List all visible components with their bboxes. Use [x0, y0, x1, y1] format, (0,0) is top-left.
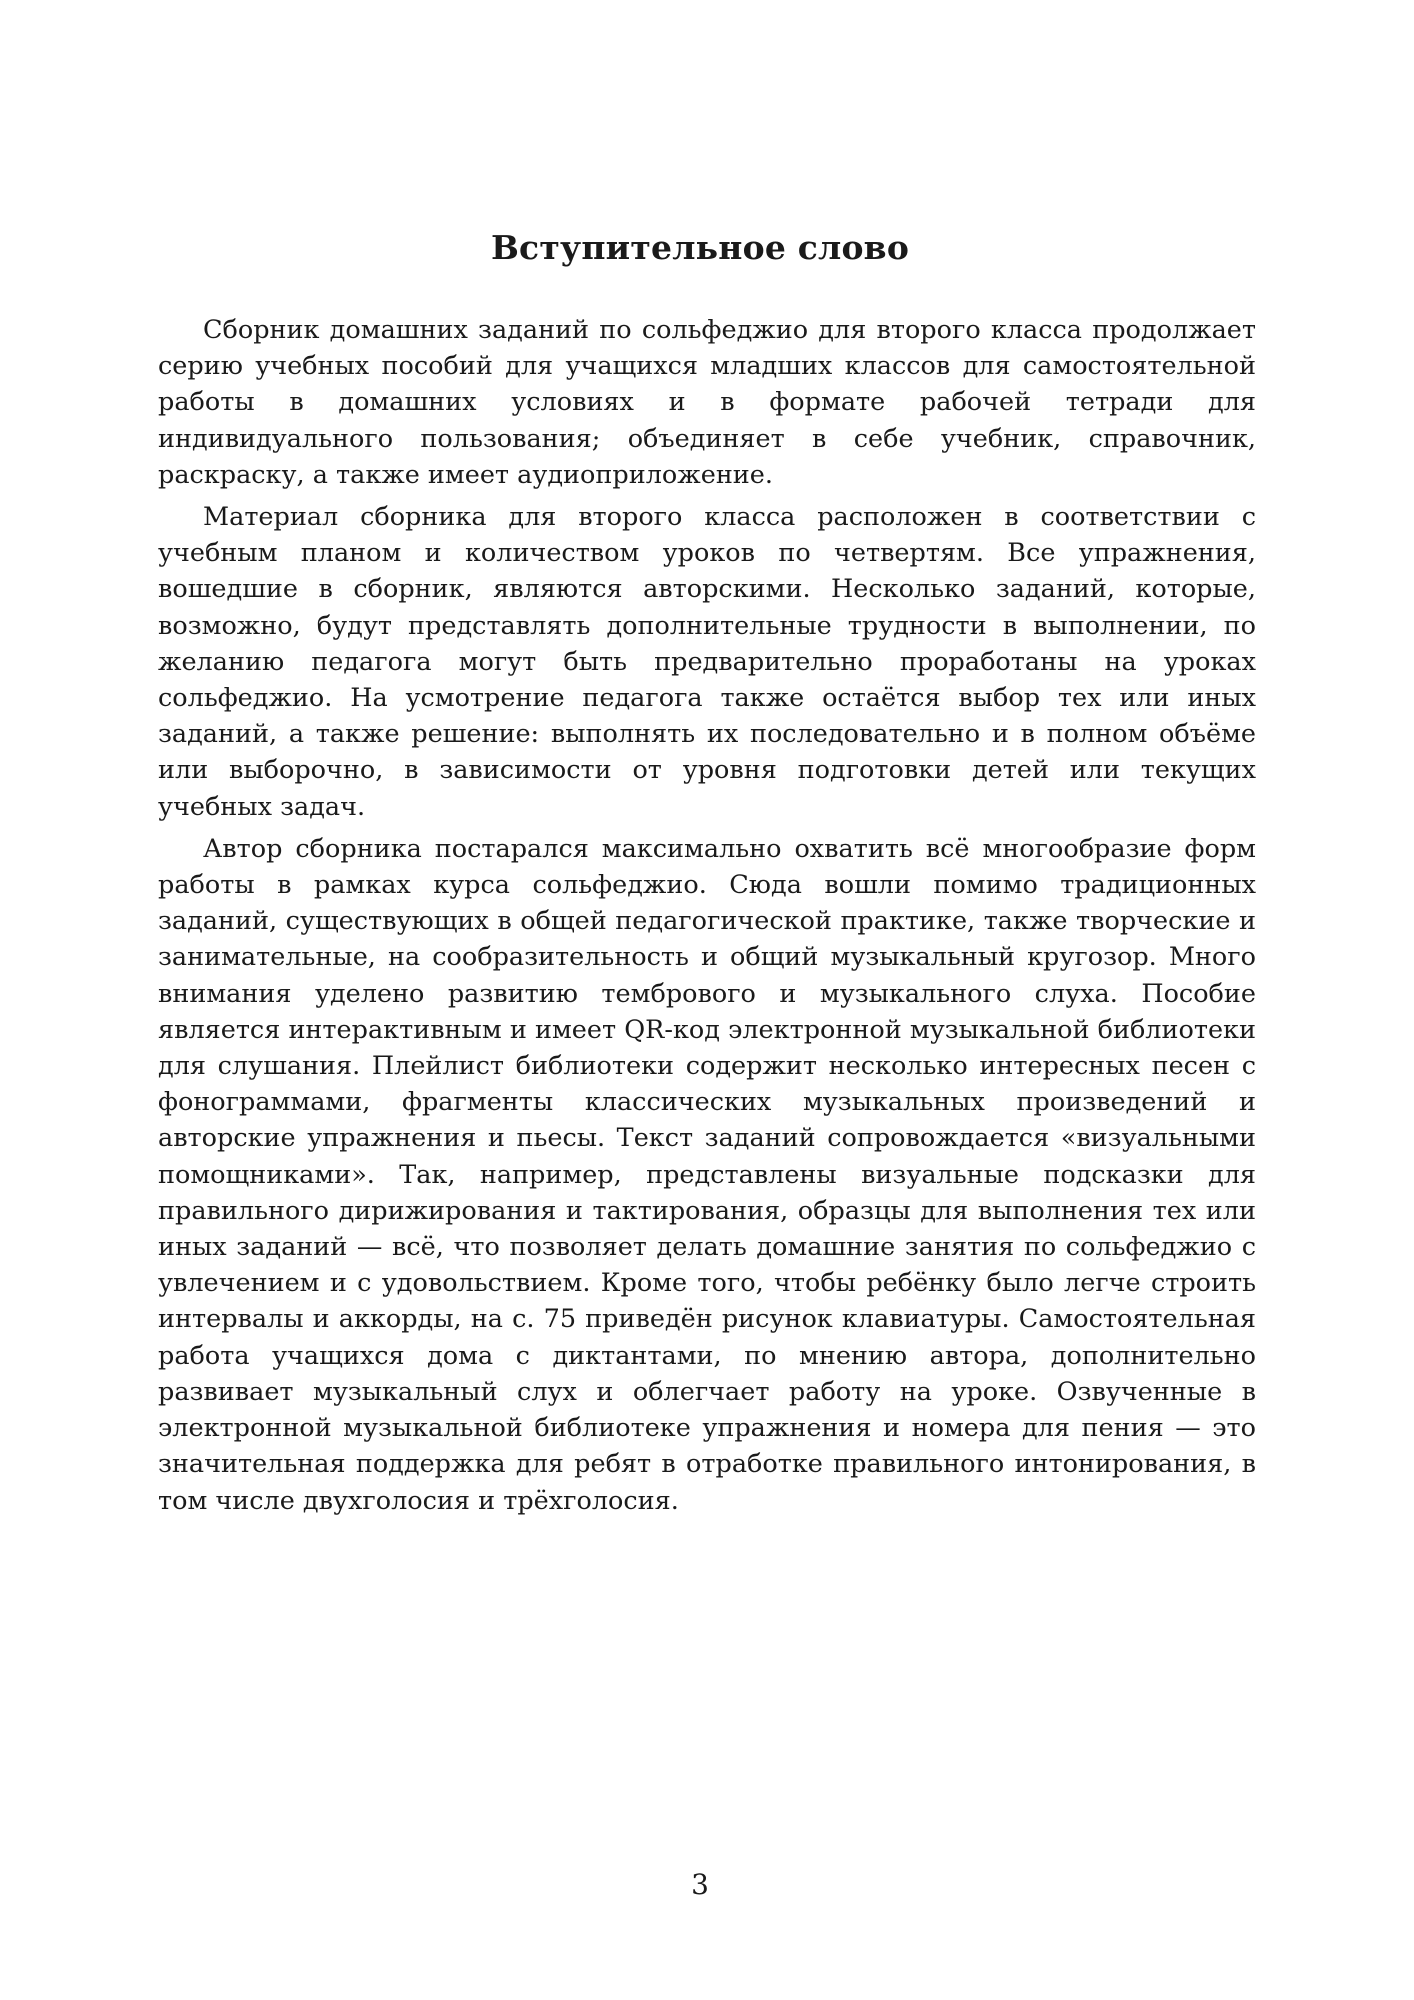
paragraph-1: Сборник домашних заданий по сольфеджио для второго класса продолжает серию учебных пособий для учащихся младших классов для самостоятельной работы в домашних условиях и в формате рабочей тетради для индивидуального пользования; объединяет в себе учебник, справочник, раскраску, а также имеет аудиоприложение.	[158, 315, 1256, 490]
paragraph-3: Автор сборника постарался максимально охватить всё многообразие форм работы в рамках курса сольфеджио. Сюда вошли помимо традиционных заданий, существующих в общей педагогической практике, также творческие и занимательные, на сообразительность и общий музыкальный кругозор. Много внимания уделено развитию тембрового и музыкального слуха. Пособие является интерактивным и имеет QR-код электронной музыкальной библиотеки для слушания. Плейлист библиотеки содержит несколько интересных песен с фонограммами, фрагменты классических музыкальных произведений и авторские упражнения и пьесы. Текст заданий сопровождается «визуальными помощниками». Так, например, представлены визуальные подсказки для правильного дирижирования и тактирования, образцы для выполнения тех или иных заданий — всё, что позволяет делать домашние занятия по сольфеджио с увлечением и с удовольствием. Кроме того, чтобы ребёнку было легче строить интервалы и аккорды, на с. 75 приведён рисунок клавиатуры. Самостоятельная работа учащихся дома с диктантами, по мнению автора, дополнительно развивает музыкальный слух и облегчает работу на уроке. Озвученные в электронной музыкальной библиотеке упражнения и номера для пения — это значительная поддержка для ребят в отработке правильного интонирования, в том числе двухголосия и трёхголосия.	[158, 833, 1256, 1516]
page-number: 3	[691, 1868, 709, 1901]
paragraph-2: Материал сборника для второго класса расположен в соответствии с учебным планом и количеством уроков по четвертям. Все упражнения, вошедшие в сборник, являются авторскими. Несколько заданий, которые, возможно, будут представлять дополнительные трудности в выполнении, по желанию педагога могут быть предварительно проработаны на уроках сольфеджио. На усмотрение педагога также остаётся выбор тех или иных заданий, а также решение: выполнять их последовательно и в полном объёме или выборочно, в зависимости от уровня подготовки детей или текущих учебных задач.	[158, 502, 1256, 822]
body-text	[158, 312, 1256, 1525]
page-title: Вступительное слово	[490, 228, 910, 267]
